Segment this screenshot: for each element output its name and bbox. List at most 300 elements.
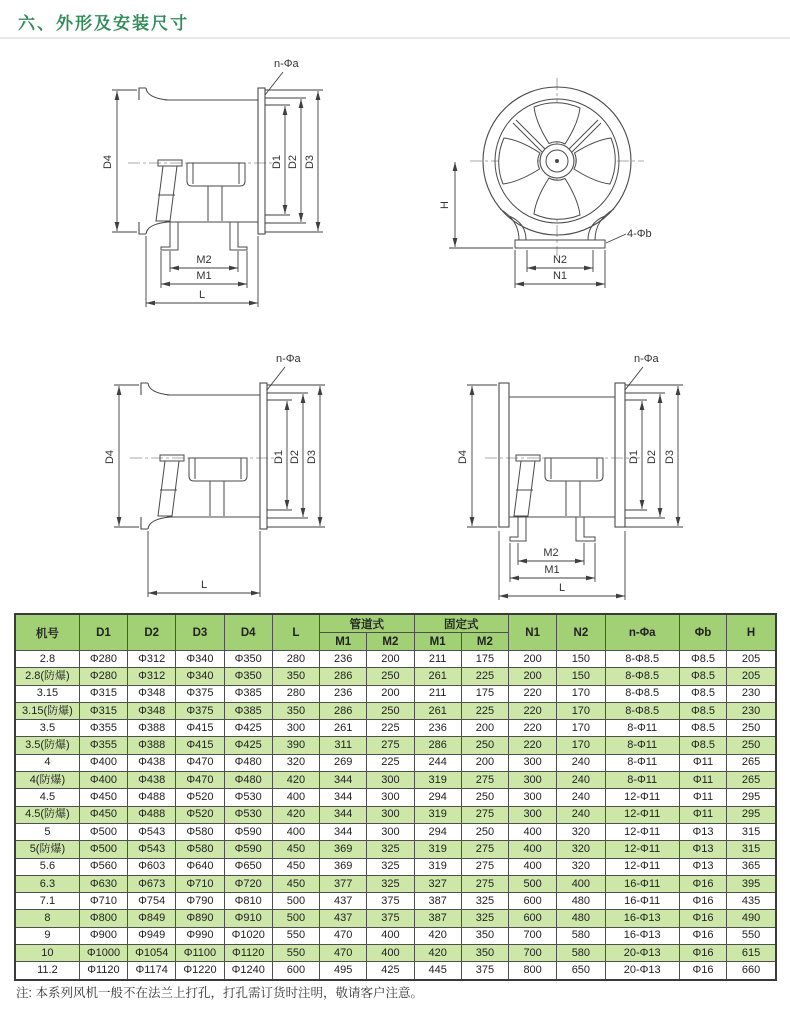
table-cell: Φ400 <box>79 754 127 771</box>
table-cell: 377 <box>320 875 367 892</box>
table-cell: Φ425 <box>224 737 272 754</box>
table-row <box>15 685 776 702</box>
table-cell: 8-Φ8.5 <box>605 668 679 685</box>
table-cell: Φ8.5 <box>679 668 726 685</box>
table-cell: 200 <box>367 651 414 668</box>
table-cell: Φ11 <box>679 806 726 823</box>
table-cell: 5 <box>15 823 79 840</box>
page-title: 六、外形及安装尺寸 <box>18 14 189 33</box>
table-cell: Φ543 <box>128 841 176 858</box>
table-cell: Φ520 <box>176 789 224 806</box>
table-row <box>15 945 776 962</box>
table-cell: Φ488 <box>128 806 176 823</box>
table-row <box>15 754 776 771</box>
dim-label-d2: D2 <box>646 449 658 465</box>
table-cell: 205 <box>727 651 776 668</box>
table-cell: Φ425 <box>224 720 272 737</box>
dim-label-m2: M2 <box>196 254 212 266</box>
table-cell: 390 <box>272 737 319 754</box>
header-group-fixed: 固定式 <box>414 614 508 633</box>
table-cell: 3.5 <box>15 720 79 737</box>
table-cell: 265 <box>727 754 776 771</box>
table-cell: 220 <box>509 737 557 754</box>
header-d1: D1 <box>79 614 127 651</box>
table-cell: 319 <box>414 841 461 858</box>
table-row <box>15 668 776 685</box>
table-cell: 420 <box>414 945 461 962</box>
table-cell: 495 <box>320 962 367 980</box>
table-cell: Φ1240 <box>224 962 272 980</box>
table-cell: 387 <box>414 910 461 927</box>
table-cell: 311 <box>320 737 367 754</box>
table-cell: 319 <box>414 806 461 823</box>
table-cell: Φ1174 <box>128 962 176 980</box>
table-cell: 230 <box>727 685 776 702</box>
motor-impeller <box>156 160 245 221</box>
table-cell: 170 <box>557 720 605 737</box>
header-duct-m2: M2 <box>367 633 414 651</box>
table-cell: Φ280 <box>79 668 127 685</box>
table-cell: Φ355 <box>79 737 127 754</box>
table-cell: 400 <box>272 789 319 806</box>
header-d2: D2 <box>128 614 176 651</box>
table-cell: Φ438 <box>128 754 176 771</box>
table-cell: Φ8.5 <box>679 685 726 702</box>
table-cell: 240 <box>557 754 605 771</box>
table-cell: Φ388 <box>128 737 176 754</box>
table-cell: 650 <box>557 962 605 980</box>
table-cell: Φ415 <box>176 720 224 737</box>
table-row <box>15 772 776 789</box>
table-cell: 369 <box>320 858 367 875</box>
table-cell: Φ530 <box>224 806 272 823</box>
table-cell: Φ470 <box>176 772 224 789</box>
table-body <box>15 651 776 980</box>
table-cell: Φ470 <box>176 754 224 771</box>
hub-center <box>555 159 559 163</box>
footnote: 注: 本系列风机一般不在法兰上打孔，打孔需订货时注明，敬请客户注意。 <box>16 986 423 1000</box>
table-cell: 8-Φ8.5 <box>605 685 679 702</box>
dimension-annotations <box>457 353 683 600</box>
table-cell: Φ630 <box>79 875 127 892</box>
table-cell: 261 <box>414 702 461 719</box>
table-cell: 200 <box>461 720 508 737</box>
table-cell: Φ11 <box>679 772 726 789</box>
header-d3: D3 <box>176 614 224 651</box>
table-row <box>15 789 776 806</box>
table-cell: 400 <box>509 858 557 875</box>
table-cell: 8-Φ8.5 <box>605 702 679 719</box>
table-cell: Φ13 <box>679 841 726 858</box>
table-cell: Φ949 <box>128 927 176 944</box>
table-cell: Φ450 <box>79 806 127 823</box>
table-cell: 240 <box>557 806 605 823</box>
table-cell: 500 <box>272 910 319 927</box>
table-cell: 275 <box>461 858 508 875</box>
table-cell: 286 <box>320 702 367 719</box>
table-cell: 150 <box>557 651 605 668</box>
table-cell: 350 <box>461 945 508 962</box>
table-cell: 250 <box>461 823 508 840</box>
table-cell: Φ340 <box>176 651 224 668</box>
dim-label-m1: M1 <box>544 564 560 576</box>
table-cell: 445 <box>414 962 461 980</box>
table-cell: Φ710 <box>79 893 127 910</box>
table-cell: 344 <box>320 806 367 823</box>
table-cell: 300 <box>509 754 557 771</box>
table-cell: 8-Φ11 <box>605 754 679 771</box>
table-cell: 205 <box>727 668 776 685</box>
table-cell: Φ603 <box>128 858 176 875</box>
table-cell: 175 <box>461 685 508 702</box>
table-cell: Φ650 <box>224 858 272 875</box>
dim-label-n1: N1 <box>552 270 568 282</box>
table-cell: 450 <box>272 858 319 875</box>
table-cell: 5(防爆) <box>15 841 79 858</box>
table-cell: 3.15(防爆) <box>15 702 79 719</box>
table-cell: 325 <box>367 875 414 892</box>
diagram-side-view-feet <box>80 50 335 316</box>
table-cell: Φ500 <box>79 823 127 840</box>
table-cell: Φ315 <box>79 702 127 719</box>
table-cell: 300 <box>509 772 557 789</box>
table-row <box>15 720 776 737</box>
table-cell: Φ350 <box>224 651 272 668</box>
table-cell: 480 <box>557 910 605 927</box>
table-cell: Φ11 <box>679 754 726 771</box>
header-n-phi-a: n-Φa <box>605 614 679 651</box>
table-cell: 300 <box>367 789 414 806</box>
table-cell: 8-Φ11 <box>605 720 679 737</box>
table-cell: 8-Φ11 <box>605 772 679 789</box>
table-cell: Φ8.5 <box>679 720 726 737</box>
table-cell: 16-Φ11 <box>605 875 679 892</box>
table-row <box>15 823 776 840</box>
table-cell: 275 <box>461 841 508 858</box>
table-cell: 225 <box>461 702 508 719</box>
table-row <box>15 702 776 719</box>
table-cell: 315 <box>727 841 776 858</box>
table-cell: Φ520 <box>176 806 224 823</box>
table-cell: 244 <box>414 754 461 771</box>
table-cell: Φ348 <box>128 702 176 719</box>
table-cell: 10 <box>15 945 79 962</box>
table-cell: 295 <box>727 789 776 806</box>
table-cell: 5.6 <box>15 858 79 875</box>
table-cell: 490 <box>727 910 776 927</box>
table-cell: Φ720 <box>224 875 272 892</box>
table-cell: 6.3 <box>15 875 79 892</box>
table-cell: 275 <box>461 875 508 892</box>
table-row <box>15 858 776 875</box>
table-cell: 170 <box>557 737 605 754</box>
table-cell: 11.2 <box>15 962 79 980</box>
table-cell: Φ1120 <box>224 945 272 962</box>
table-cell: 170 <box>557 685 605 702</box>
dim-label-n-phi-a: n-Φa <box>634 353 659 365</box>
table-cell: Φ385 <box>224 685 272 702</box>
table-cell: Φ11 <box>679 789 726 806</box>
motor-impeller <box>158 455 247 516</box>
table-cell: 320 <box>272 754 319 771</box>
table-cell: Φ580 <box>176 823 224 840</box>
table-cell: Φ348 <box>128 685 176 702</box>
table-cell: 16-Φ13 <box>605 927 679 944</box>
table-cell: 700 <box>509 927 557 944</box>
table-cell: 500 <box>272 893 319 910</box>
table-cell: 660 <box>727 962 776 980</box>
table-cell: Φ16 <box>679 962 726 980</box>
table-cell: 375 <box>367 893 414 910</box>
table-cell: 12-Φ11 <box>605 789 679 806</box>
table-cell: Φ560 <box>79 858 127 875</box>
table-cell: 265 <box>727 772 776 789</box>
dim-label-n-phi-a: n-Φa <box>276 353 301 365</box>
table-cell: Φ810 <box>224 893 272 910</box>
table-cell: 211 <box>414 651 461 668</box>
table-cell: 450 <box>272 875 319 892</box>
table-cell: 250 <box>727 737 776 754</box>
dim-label-d4: D4 <box>102 154 114 170</box>
table-cell: Φ16 <box>679 910 726 927</box>
table-cell: 325 <box>461 893 508 910</box>
table-cell: 280 <box>272 651 319 668</box>
table-cell: 2.8 <box>15 651 79 668</box>
diagram-front-view <box>430 70 670 300</box>
table-cell: 350 <box>272 702 319 719</box>
table-cell: 369 <box>320 841 367 858</box>
table-cell: 325 <box>367 841 414 858</box>
mounting-feet <box>510 517 595 541</box>
table-cell: Φ8.5 <box>679 651 726 668</box>
table-cell: Φ673 <box>128 875 176 892</box>
table-cell: 3.15 <box>15 685 79 702</box>
table-cell: 286 <box>320 668 367 685</box>
dim-label-d3: D3 <box>304 154 316 170</box>
table-cell: 150 <box>557 668 605 685</box>
table-row <box>15 962 776 980</box>
table-cell: Φ13 <box>679 858 726 875</box>
table-cell: 240 <box>557 772 605 789</box>
table-cell: 600 <box>509 910 557 927</box>
table-cell: 435 <box>727 893 776 910</box>
table-cell: 300 <box>367 806 414 823</box>
table-cell: Φ790 <box>176 893 224 910</box>
table-row <box>15 806 776 823</box>
table-cell: Φ350 <box>224 668 272 685</box>
table-cell: Φ340 <box>176 668 224 685</box>
table-cell: 236 <box>414 720 461 737</box>
table-cell: 400 <box>509 841 557 858</box>
dim-label-l: L <box>198 289 206 301</box>
table-cell: 8-Φ8.5 <box>605 651 679 668</box>
table-cell: 425 <box>367 962 414 980</box>
table-cell: 300 <box>272 720 319 737</box>
dim-label-l: L <box>200 579 208 591</box>
table-cell: 4(防爆) <box>15 772 79 789</box>
table-cell: 327 <box>414 875 461 892</box>
dim-label-d2: D2 <box>287 154 299 170</box>
table-cell: 225 <box>367 754 414 771</box>
table-cell: 200 <box>509 651 557 668</box>
header-n2: N2 <box>557 614 605 651</box>
table-cell: 500 <box>509 875 557 892</box>
table-cell: 280 <box>272 685 319 702</box>
dim-label-d1: D1 <box>273 449 285 465</box>
dim-label-d1: D1 <box>271 154 283 170</box>
table-cell: 7.1 <box>15 893 79 910</box>
dim-label-n-phi-a: n-Φa <box>274 58 299 70</box>
table-cell: 295 <box>727 806 776 823</box>
dimension-annotations <box>439 162 652 288</box>
table-cell: Φ849 <box>128 910 176 927</box>
table-cell: 170 <box>557 702 605 719</box>
table-cell: Φ1220 <box>176 962 224 980</box>
table-cell: Φ990 <box>176 927 224 944</box>
header-phi-b: Φb <box>679 614 726 651</box>
table-cell: 320 <box>557 858 605 875</box>
mounting-feet <box>161 222 247 250</box>
table-cell: 800 <box>509 962 557 980</box>
table-cell: Φ8.5 <box>679 702 726 719</box>
table-cell: 319 <box>414 772 461 789</box>
table-cell: 550 <box>272 945 319 962</box>
table-cell: 12-Φ11 <box>605 841 679 858</box>
table-cell: 250 <box>461 737 508 754</box>
table-cell: 230 <box>727 702 776 719</box>
table-cell: 350 <box>272 668 319 685</box>
table-cell: 250 <box>367 668 414 685</box>
dimensions-table <box>14 613 777 981</box>
table-cell: 12-Φ11 <box>605 858 679 875</box>
table-row <box>15 875 776 892</box>
table-cell: Φ640 <box>176 858 224 875</box>
table-header <box>15 614 776 651</box>
header-l: L <box>272 614 319 651</box>
table-cell: Φ16 <box>679 893 726 910</box>
table-cell: 420 <box>414 927 461 944</box>
table-cell: 200 <box>509 668 557 685</box>
table-cell: 325 <box>367 858 414 875</box>
dim-label-d3: D3 <box>664 449 676 465</box>
table-cell: Φ375 <box>176 685 224 702</box>
table-cell: 375 <box>367 910 414 927</box>
table-cell: 400 <box>367 927 414 944</box>
table-cell: 700 <box>509 945 557 962</box>
table-row <box>15 737 776 754</box>
dimension-annotations <box>104 353 325 597</box>
table-cell: 220 <box>509 720 557 737</box>
table-cell: 20-Φ13 <box>605 945 679 962</box>
table-cell: Φ500 <box>79 841 127 858</box>
table-cell: Φ580 <box>176 841 224 858</box>
dim-label-l: L <box>558 582 566 594</box>
dim-label-d2: D2 <box>289 449 301 465</box>
table-cell: 365 <box>727 858 776 875</box>
table-cell: Φ1100 <box>176 945 224 962</box>
table-cell: 225 <box>367 720 414 737</box>
table-cell: Φ1020 <box>224 927 272 944</box>
table-cell: 294 <box>414 789 461 806</box>
table-cell: Φ312 <box>128 668 176 685</box>
diagram-duct-type-side-view <box>85 345 335 605</box>
table-cell: Φ890 <box>176 910 224 927</box>
dim-label-4-phi-b: 4-Φb <box>627 228 652 240</box>
table-cell: Φ16 <box>679 875 726 892</box>
table-cell: Φ8.5 <box>679 737 726 754</box>
table-cell: 420 <box>272 806 319 823</box>
table-cell: Φ910 <box>224 910 272 927</box>
dim-label-h: H <box>439 201 451 209</box>
table-cell: 4.5(防爆) <box>15 806 79 823</box>
table-cell: 580 <box>557 927 605 944</box>
table-cell: 294 <box>414 823 461 840</box>
table-cell: 200 <box>367 685 414 702</box>
dim-label-m2: M2 <box>543 547 559 559</box>
table-cell: Φ590 <box>224 823 272 840</box>
table-cell: 387 <box>414 893 461 910</box>
table-cell: Φ754 <box>128 893 176 910</box>
table-cell: 437 <box>320 910 367 927</box>
dim-label-d1: D1 <box>628 449 640 465</box>
table-cell: Φ800 <box>79 910 127 927</box>
table-cell: 20-Φ13 <box>605 962 679 980</box>
table-cell: 395 <box>727 875 776 892</box>
table-cell: 400 <box>509 823 557 840</box>
table-cell: 261 <box>320 720 367 737</box>
dim-label-m1: M1 <box>196 270 212 282</box>
table-cell: Φ480 <box>224 754 272 771</box>
header-fixed-m2: M2 <box>461 633 508 651</box>
table-cell: 470 <box>320 945 367 962</box>
table-cell: 437 <box>320 893 367 910</box>
table-cell: 261 <box>414 668 461 685</box>
table-cell: 250 <box>461 789 508 806</box>
table-cell: 175 <box>461 651 508 668</box>
motor-impeller <box>514 455 603 516</box>
table-cell: 269 <box>320 754 367 771</box>
table-cell: 8 <box>15 910 79 927</box>
table-cell: 480 <box>557 893 605 910</box>
table-cell: Φ375 <box>176 702 224 719</box>
table-cell: 400 <box>272 823 319 840</box>
table-row <box>15 927 776 944</box>
table-row <box>15 893 776 910</box>
table-cell: 320 <box>557 841 605 858</box>
header-group-duct: 管道式 <box>320 614 414 633</box>
table-cell: Φ1120 <box>79 962 127 980</box>
table-cell: 320 <box>557 823 605 840</box>
table-cell: 4.5 <box>15 789 79 806</box>
table-cell: 300 <box>509 806 557 823</box>
table-cell: 300 <box>367 772 414 789</box>
table-cell: 375 <box>461 962 508 980</box>
table-cell: Φ315 <box>79 685 127 702</box>
table-cell: 275 <box>461 772 508 789</box>
table-cell: 286 <box>414 737 461 754</box>
table-row <box>15 651 776 668</box>
table-cell: Φ415 <box>176 737 224 754</box>
table-cell: 615 <box>727 945 776 962</box>
table-cell: 12-Φ11 <box>605 823 679 840</box>
dim-label-d3: D3 <box>306 449 318 465</box>
table-cell: 236 <box>320 685 367 702</box>
table-cell: Φ280 <box>79 651 127 668</box>
table-cell: 600 <box>509 893 557 910</box>
table-cell: Φ530 <box>224 789 272 806</box>
title-divider <box>0 37 790 39</box>
table-cell: 300 <box>509 789 557 806</box>
